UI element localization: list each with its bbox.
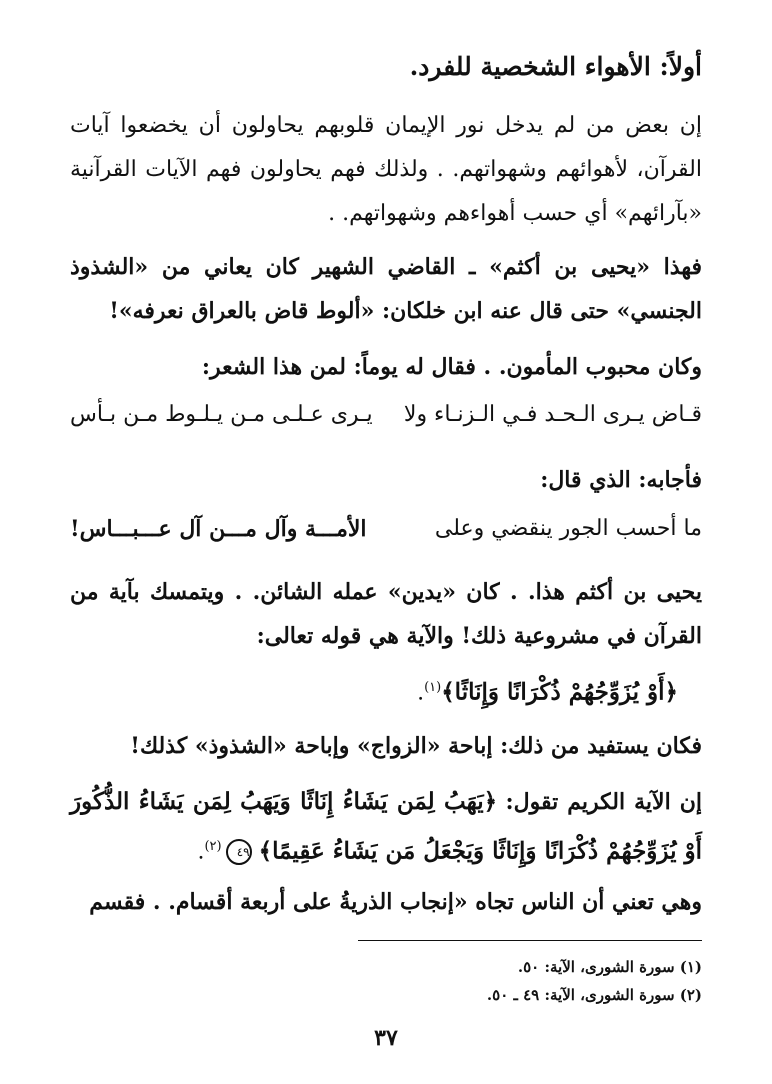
paragraph-7 bbox=[70, 780, 702, 874]
verse-2-first-hemistich: ما أحسب الجور ينقضي وعلى bbox=[434, 516, 702, 541]
paragraph-1: إن بعض من لم يدخل نور الإيمان قلوبهم يحاولون أن يخضعوا آيات القرآن، لأهوائهم وشهواتهم. . ولذلك فهم يحاولون فهم الآيات القرآنية «بآرائهم» أي حسب أهواءهم وشهواتهم. . bbox=[70, 113, 702, 226]
paragraph-7-intro: إن الآية الكريم تقول: bbox=[505, 789, 702, 815]
quran-verse-text-2: ﴿يَهَبُ لِمَن يَشَاءُ إِنَاثًا وَيَهَبُ لِمَن يَشَاءُ الذُّكُورَ أَوْ يُزَوِّجُهُمْ ذُكْرَانًا وَإِنَاثًا وَيَجْعَلُ مَن يَشَاءُ عَقِيمًا﴾ bbox=[70, 788, 702, 865]
paragraph-6: فكان يستفيد من ذلك: إباحة «الزواج» وإباحة «الشذوذ» كذلك! bbox=[130, 733, 702, 759]
footnote-divider bbox=[358, 940, 702, 941]
poem-verse-1 bbox=[70, 402, 702, 442]
ayah-number-marker: ٤٩ bbox=[226, 839, 252, 865]
footnote-1: (١) سورة الشورى، الآية: ٥٠. bbox=[517, 958, 702, 976]
footnote-ref-2: (٢) bbox=[204, 839, 222, 854]
verse-1-second-hemistich: يـرى عـلـى مـن يـلـوط مـن بـأس bbox=[70, 402, 373, 427]
page-number: ٣٧ bbox=[374, 1025, 398, 1051]
paragraph-3: وكان محبوب المأمون. . فقال له يوماً: لمن هذا الشعر: bbox=[201, 354, 702, 380]
book-page bbox=[70, 40, 702, 1060]
paragraph-4: فأجابه: الذي قال: bbox=[540, 467, 702, 493]
paragraph-8: وهي تعني أن الناس تجاه «إنجاب الذريةُ على أربعة أقسام. . فقسم bbox=[89, 889, 702, 915]
verse-2-second-hemistich: الأمـــة وآل مـــن آل عـــبـــاس! bbox=[70, 516, 367, 542]
quote-2-period: . bbox=[197, 839, 205, 865]
verse-1-first-hemistich: قـاض يـرى الـحـد فـي الـزنـاء ولا bbox=[403, 402, 702, 427]
quran-quote-1 bbox=[70, 666, 702, 715]
section-heading: أولاً: الأهواء الشخصية للفرد. bbox=[409, 52, 702, 81]
paragraph-2: فهذا «يحيى بن أكثم» ـ القاضي الشهير كان يعاني من «الشذوذ الجنسي» حتى قال عنه ابن خلكان: «ألوط قاض بالعراق نعرفه»! bbox=[70, 254, 702, 324]
quote-1-period: . bbox=[417, 680, 425, 706]
footnote-ref-1: (١) bbox=[424, 680, 442, 695]
paragraph-5: يحيى بن أكثم هذا. . كان «يدين» عمله الشائن. . ويتمسك بآية من القرآن في مشروعية ذلك! والآية هي قوله تعالى: bbox=[70, 579, 702, 649]
quran-verse-text: ﴿أَوْ يُزَوِّجُهُمْ ذُكْرَانًا وَإِنَاثًا﴾ bbox=[441, 678, 678, 706]
poem-verse-2 bbox=[70, 516, 702, 556]
footnote-2: (٢) سورة الشورى، الآية: ٤٩ ـ ٥٠. bbox=[486, 986, 702, 1004]
